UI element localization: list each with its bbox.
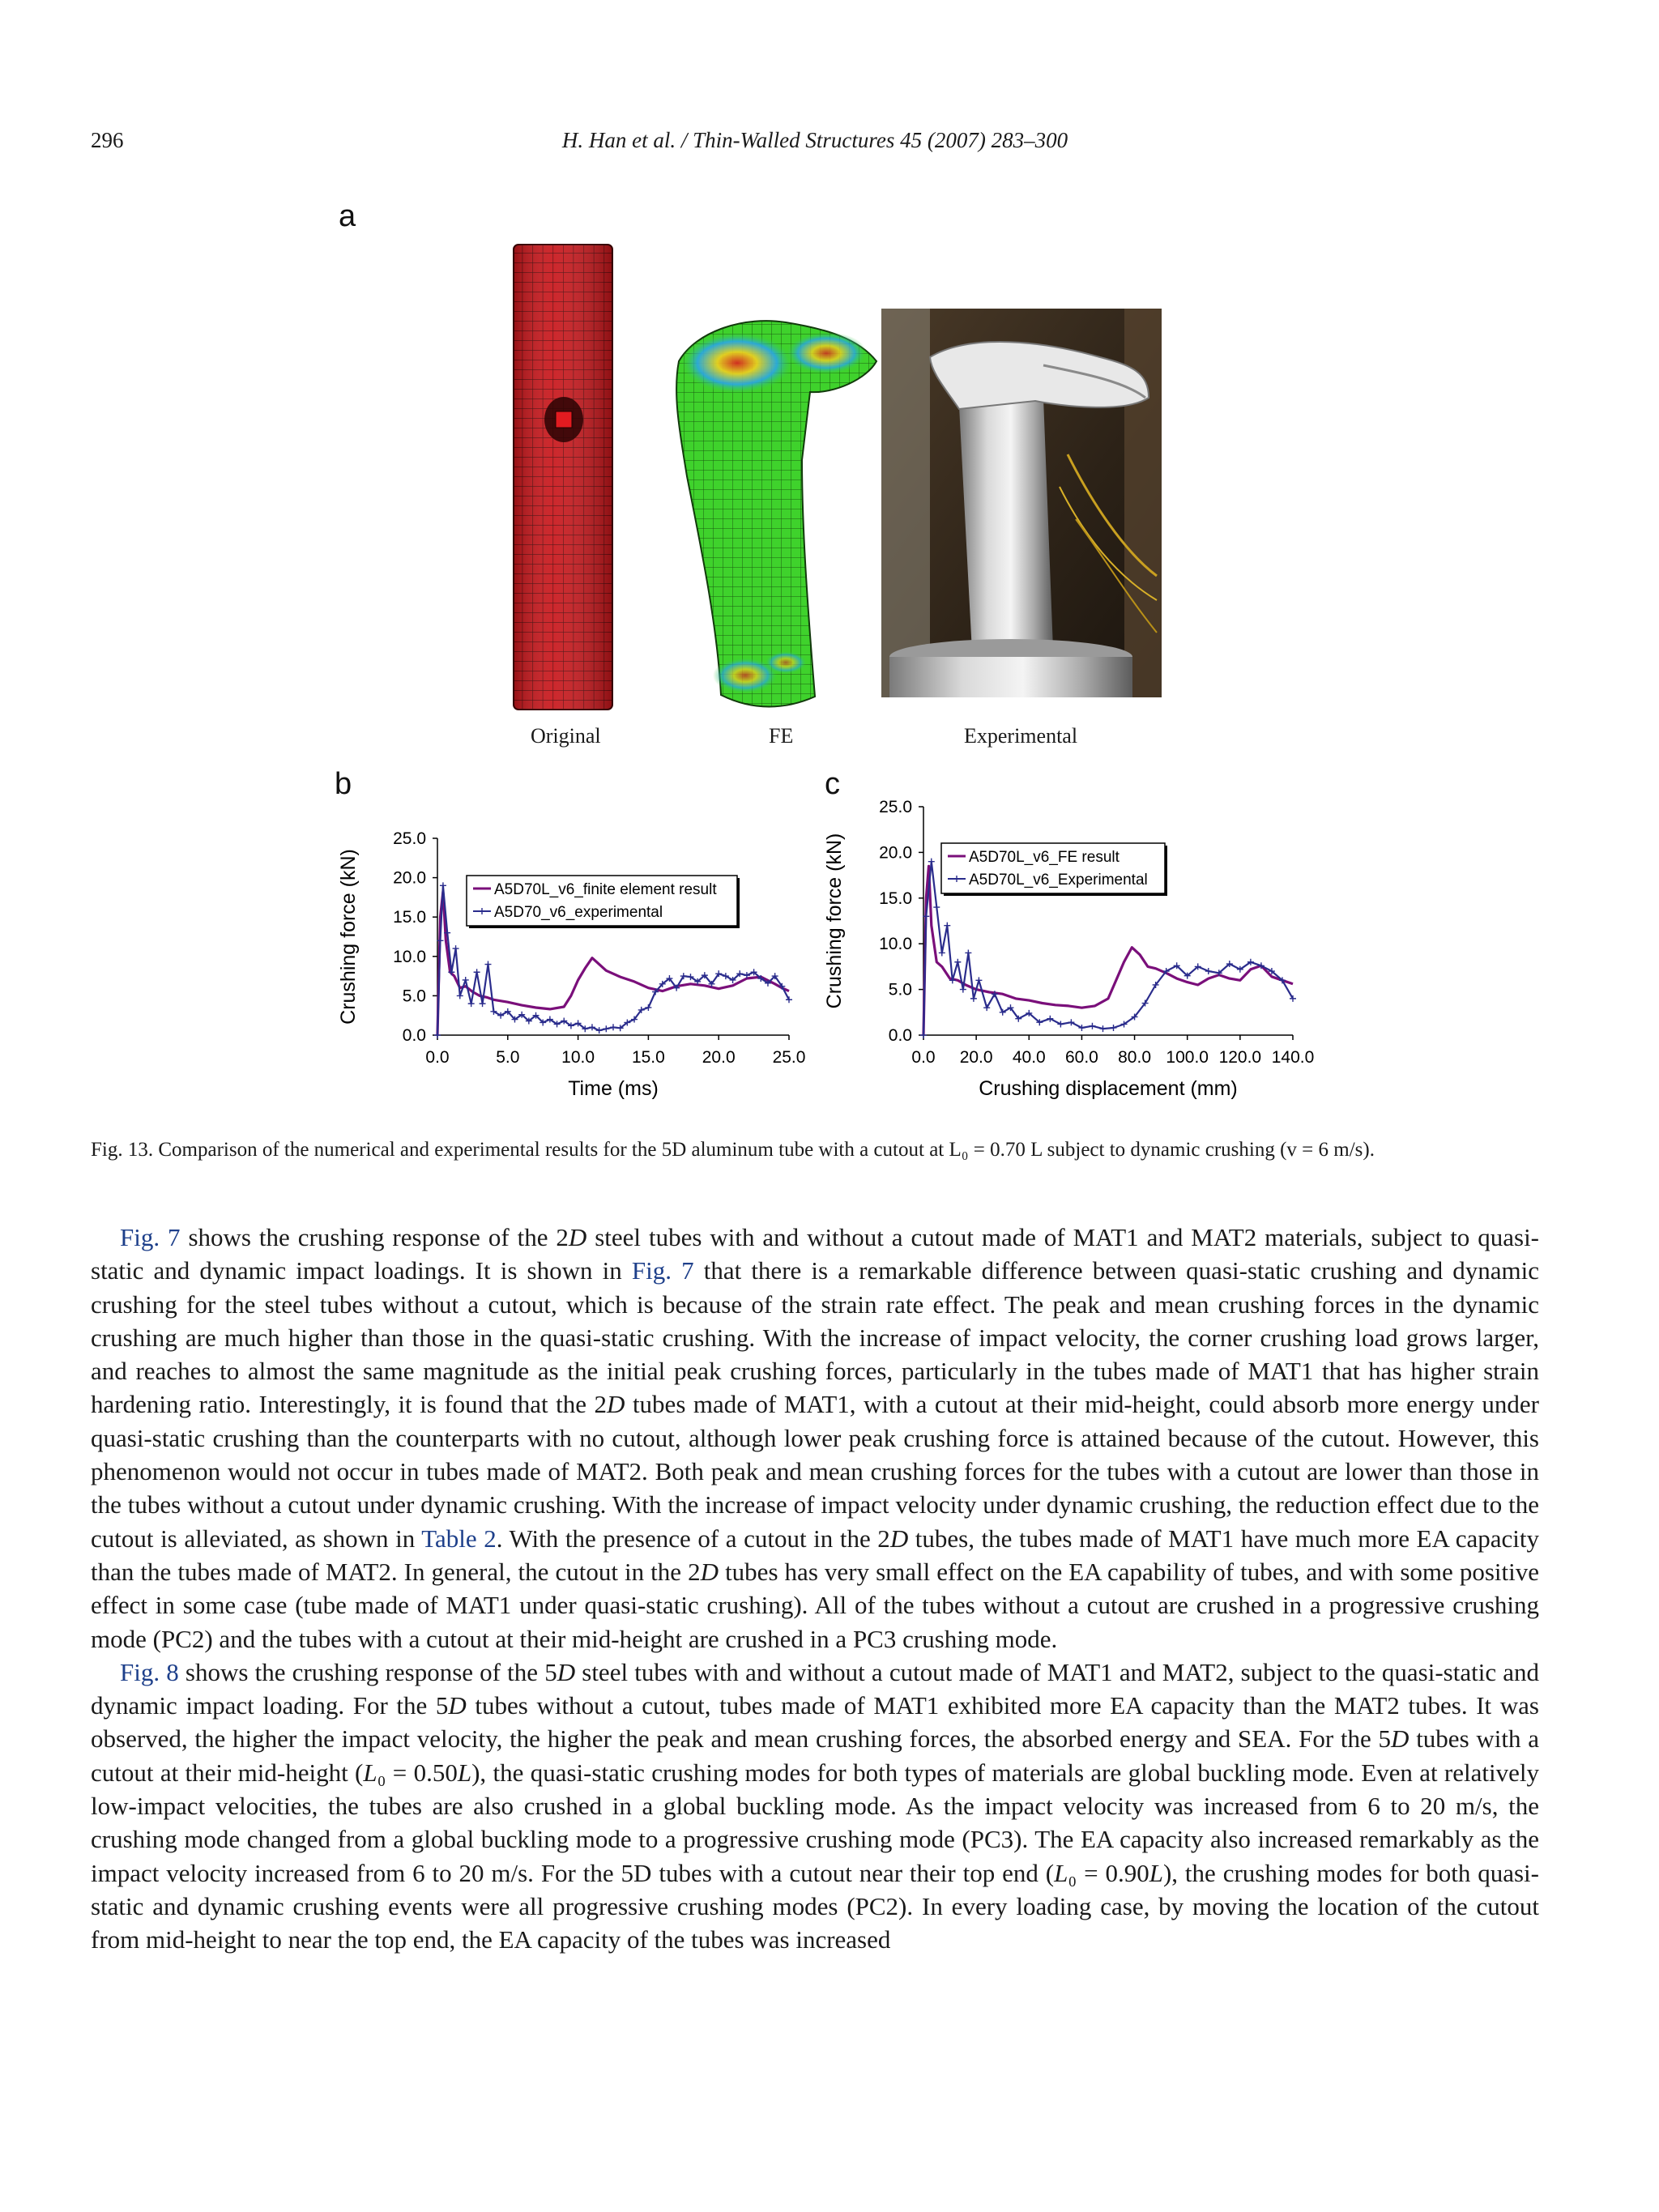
y-tick-label: 20.0 <box>393 868 426 888</box>
y-tick-label: 0.0 <box>402 1026 426 1045</box>
y-tick-label: 25.0 <box>393 829 426 848</box>
x-tick-label: 80.0 <box>1118 1048 1152 1067</box>
x-tick-label: 100.0 <box>1166 1048 1209 1067</box>
chart-b-time <box>324 790 826 1100</box>
x-tick-label: 25.0 <box>772 1048 806 1067</box>
running-title: H. Han et al. / Thin-Walled Structures 45 (2007) 283–300 <box>561 128 1068 152</box>
data-point-marker <box>933 904 940 910</box>
data-point-marker <box>939 949 945 956</box>
data-point-marker <box>920 1032 927 1038</box>
x-tick-label: 60.0 <box>1064 1048 1098 1067</box>
data-point-marker <box>484 961 491 968</box>
y-tick-label: 20.0 <box>879 843 912 863</box>
body-text-run: tubes has very small effect on the EA capability of tubes, and with some positive effect in some case (tube made of MAT1 under quasi-static crushing). All of the tubes without a cutout are crushed in a progressive crushing mode (PC2) and the tubes with a cutout at their mid-height are crushed in a PC3 crushing mode. <box>91 1557 1539 1653</box>
body-text-run: . With the presence of a cutout in the 2 <box>496 1524 890 1553</box>
x-tick-label: 10.0 <box>561 1048 595 1067</box>
body-text-run: D <box>568 1223 587 1251</box>
data-point-marker <box>434 1032 441 1038</box>
body-text-run: L <box>457 1758 472 1787</box>
legend-shadow <box>737 878 740 928</box>
x-tick-label: 120.0 <box>1218 1048 1262 1067</box>
y-tick-label: 0.0 <box>888 1026 912 1045</box>
body-text-run: tubes made of MAT1, with a cutout at their mid-height, could absorb more energy under quasi-static crushing than the counterparts with no cutout, although lower peak crushing force is attained because of the cutout. However, this phenomenon would not occur in tubes made of MAT2. Both peak and mean crushing forces for the tubes with a cutout are lower than those in the tubes without a cutout under dynamic crushing. With the increase of impact velocity under dynamic crushing, the reduction effect due to the cutout is alleviated, as shown in <box>91 1390 1539 1553</box>
chart-c-displacement <box>818 790 1337 1100</box>
figure-caption: Fig. 13. Comparison of the numerical and experimental results for the 5D aluminum tube with a cutout at L₀ = 0.70 L subject to dynamic crushing (v = 6 m/s). <box>91 1139 1375 1161</box>
data-point-marker <box>1057 1021 1064 1027</box>
x-tick-label: 15.0 <box>631 1048 665 1067</box>
data-point-marker <box>954 959 961 965</box>
data-point-marker <box>1047 1016 1053 1022</box>
y-tick-label: 5.0 <box>402 987 426 1006</box>
data-point-marker <box>645 1004 651 1011</box>
y-axis-label: Crushing force (kN) <box>337 849 360 1025</box>
body-text-run: shows the crushing response of the 2 <box>180 1223 569 1251</box>
body-text-run: D <box>607 1390 625 1419</box>
x-tick-label: 40.0 <box>1012 1048 1046 1067</box>
cross-reference-link[interactable]: Fig. 8 <box>120 1657 179 1686</box>
x-tick-label: 20.0 <box>702 1048 736 1067</box>
x-axis-label: Crushing displacement (mm) <box>979 1077 1238 1100</box>
data-point-marker <box>468 1000 475 1007</box>
x-tick-label: 0.0 <box>425 1048 450 1067</box>
y-tick-label: 15.0 <box>393 908 426 927</box>
legend-shadow <box>1165 846 1167 896</box>
y-axis-label: Crushing force (kN) <box>823 833 846 1009</box>
legend-label: A5D70L_v6_FE result <box>969 849 1120 866</box>
caption-fe: FE <box>769 724 794 748</box>
body-text-run: shows the crushing response of the 5 <box>178 1657 557 1686</box>
body-text-run: ₀ = 0.50 <box>377 1758 458 1787</box>
body-text-run: ₀ = 0.90 <box>1068 1858 1149 1887</box>
body-text-run: steel tubes with and without a cutout made of MAT1 and MAT2 materials, subject to quasi-static and dynamic impact loadings. It is shown in <box>91 1223 1540 1285</box>
legend-shadow <box>469 926 740 928</box>
page-number: 296 <box>91 128 124 152</box>
data-point-marker <box>463 977 469 983</box>
body-text-run: D <box>700 1557 719 1586</box>
x-tick-label: 5.0 <box>496 1048 520 1067</box>
x-tick-label: 0.0 <box>911 1048 936 1067</box>
data-point-marker <box>480 1000 486 1007</box>
body-text-run: tubes without a cutout, tubes made of MAT1 exhibited more EA capacity than the MAT2 tubes. It was observed, the higher the impact velocity, the higher the peak and mean crushing forces, the absorbed energy and SEA. For the 5 <box>91 1691 1539 1754</box>
y-tick-label: 5.0 <box>888 980 912 999</box>
data-point-marker <box>474 969 480 975</box>
cross-reference-link[interactable]: Table 2 <box>421 1524 497 1553</box>
cross-reference-link[interactable]: Fig. 7 <box>120 1223 181 1251</box>
cross-reference-link[interactable]: Fig. 7 <box>631 1256 694 1285</box>
panel-a-label: a <box>339 199 356 233</box>
data-point-marker <box>596 1027 603 1034</box>
data-point-marker <box>1205 968 1212 974</box>
x-axis-label: Time (ms) <box>568 1077 659 1100</box>
y-tick-label: 10.0 <box>879 935 912 954</box>
data-point-marker <box>1089 1023 1095 1029</box>
x-tick-label: 140.0 <box>1271 1048 1315 1067</box>
body-text-run: D <box>889 1524 909 1553</box>
data-point-marker <box>944 923 950 929</box>
panel-b-label: b <box>335 767 352 801</box>
x-tick-label: 20.0 <box>959 1048 993 1067</box>
data-point-marker <box>975 977 982 983</box>
body-text <box>91 1221 1539 1957</box>
caption-experimental: Experimental <box>964 724 1078 748</box>
body-text-run: tubes, the tubes made of MAT1 have much more EA capacity than the tubes made of MAT2. In general, the cutout in the 2 <box>91 1524 1540 1586</box>
body-text-run: L <box>1054 1858 1068 1887</box>
y-tick-label: 10.0 <box>393 947 426 966</box>
data-point-marker <box>928 859 935 865</box>
y-tick-label: 15.0 <box>879 889 912 908</box>
data-point-marker <box>960 987 966 993</box>
data-point-marker <box>1099 1025 1106 1032</box>
body-text-run: that there is a remarkable difference between quasi-static crushing and dynamic crushing for the steel tubes without a cutout, which is because of the strain rate effect. The peak and mean crushing forces in the dynamic crushing are much higher than those in the quasi-static crushing. With the increase of impact velocity, the corner crushing load grows larger, and reaches to almost the same magnitude as the initial peak crushing forces, particularly in the tubes made of MAT1 that has higher strain hardening ratio. Interestingly, it is found that the 2 <box>91 1256 1539 1419</box>
body-text-run: L <box>1149 1858 1163 1887</box>
body-text-run: ), the crushing modes for both quasi-static and dynamic crushing events were all progressive crushing modes (PC2). In every loading case, by moving the location of the cutout from mid-height to near the top end, the EA capacity of the tubes was increased <box>91 1858 1539 1954</box>
data-point-marker <box>440 882 446 889</box>
data-point-marker <box>1111 1025 1117 1031</box>
data-point-marker <box>786 996 792 1003</box>
body-text-run: L <box>363 1758 377 1787</box>
experimental-photo <box>881 309 1162 697</box>
legend-label: A5D70L_v6_finite element result <box>494 881 717 898</box>
panel-c-label: c <box>825 767 840 801</box>
legend-label: A5D70L_v6_Experimental <box>969 872 1148 889</box>
data-point-marker <box>610 1024 616 1030</box>
body-text-run: D <box>1391 1724 1410 1754</box>
body-text-run: tubes with a cutout at their mid-height ( <box>91 1724 1540 1787</box>
body-text-run: D <box>557 1657 576 1686</box>
body-text-run: steel tubes with and without a cutout made of MAT1 and MAT2, subject to the quasi-static and dynamic impact loading. For the 5 <box>91 1657 1539 1720</box>
legend-shadow <box>944 893 1167 896</box>
data-point-marker <box>457 992 463 999</box>
fe-deformed-image <box>664 314 883 713</box>
paragraph-1 <box>91 1221 1539 1656</box>
body-text-run: ), the quasi-static crushing modes for both types of materials are global buckling mode. Even at relatively low-impact velocities, the tubes are also crushed in a global buckling mode. As the impact velocity was increased from 6 to 20 m/s, the crushing mode changed from a global buckling mode to a progressive crushing mode (PC3). The EA capacity also increased remarkably as the impact velocity increased from 6 to 20 m/s. For the 5D tubes with a cutout near their top end ( <box>91 1758 1539 1887</box>
data-point-marker <box>453 945 459 952</box>
data-point-marker <box>1068 1019 1074 1025</box>
y-tick-label: 25.0 <box>879 798 912 816</box>
data-point-marker <box>965 949 971 956</box>
original-mesh-image <box>512 243 614 711</box>
paragraph-2 <box>91 1656 1539 1957</box>
body-text-run: D <box>448 1691 467 1720</box>
data-point-marker <box>603 1025 609 1032</box>
data-point-marker <box>589 1024 595 1030</box>
caption-original: Original <box>531 724 601 748</box>
data-point-marker <box>970 995 977 1002</box>
legend-label: A5D70_v6_experimental <box>494 904 663 921</box>
data-point-marker <box>1078 1025 1085 1031</box>
